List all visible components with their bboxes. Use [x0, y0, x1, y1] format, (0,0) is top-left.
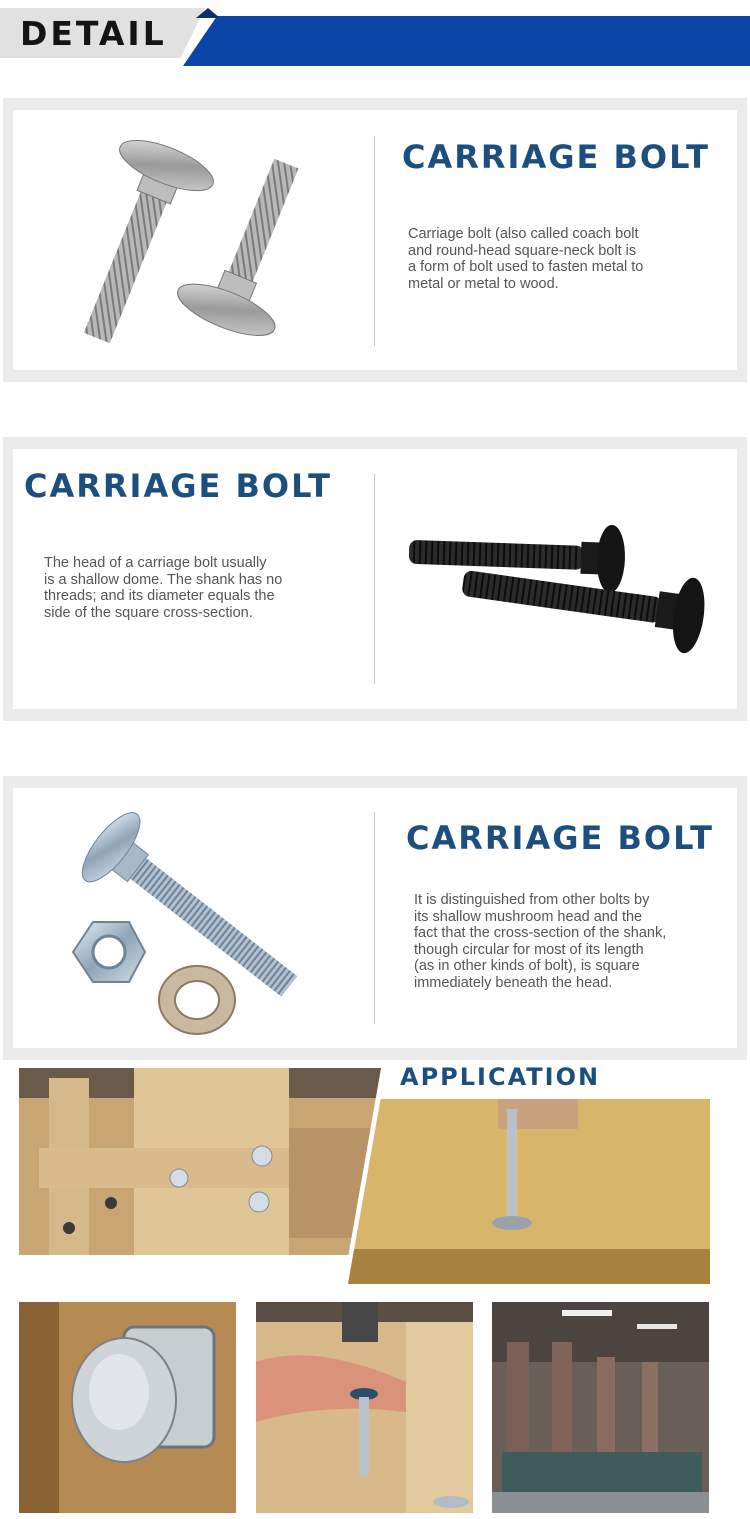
section-description: Carriage bolt (also called coach bolt and round-head square-neck bolt is a form of bolt used to fasten metal to metal or metal to wood. [408, 226, 644, 292]
zinc-bolt-nut-washer-image [61, 804, 351, 1039]
section-description: It is distinguished from other bolts by its shallow mushroom head and the fact that the cross-section of the shank, though circular for most of its length (as in other kinds of bolt), is square immediately beneath the head. [414, 892, 667, 991]
wood-frame-bolts-photo [19, 1068, 381, 1255]
page-title: DETAIL [20, 14, 167, 53]
section-description: The head of a carriage bolt usually is a shallow dome. The shank has no threads; and its diameter equals the side of the square cross-section. [44, 555, 283, 621]
bolt-in-plywood-photo [348, 1099, 710, 1284]
section-card-1 [3, 98, 747, 382]
industrial-pipes-photo [492, 1302, 709, 1513]
hammer-bolt-install-photo [256, 1302, 473, 1513]
section-card-3 [3, 776, 747, 1060]
mushroom-head-closeup-photo [19, 1302, 236, 1513]
application-title: APPLICATION [400, 1063, 601, 1091]
silver-carriage-bolts-image [48, 126, 348, 356]
section-heading: CARRIAGE BOLT [24, 467, 332, 505]
section-heading: CARRIAGE BOLT [406, 819, 714, 857]
header-blue-bar [183, 16, 750, 66]
section-divider [374, 474, 375, 684]
header-corner-fold [196, 8, 220, 18]
detail-header [0, 8, 750, 58]
section-heading: CARRIAGE BOLT [402, 138, 710, 176]
black-carriage-bolts-image [401, 515, 711, 685]
section-card-2 [3, 437, 747, 721]
section-divider [374, 136, 375, 346]
section-divider [374, 812, 375, 1024]
